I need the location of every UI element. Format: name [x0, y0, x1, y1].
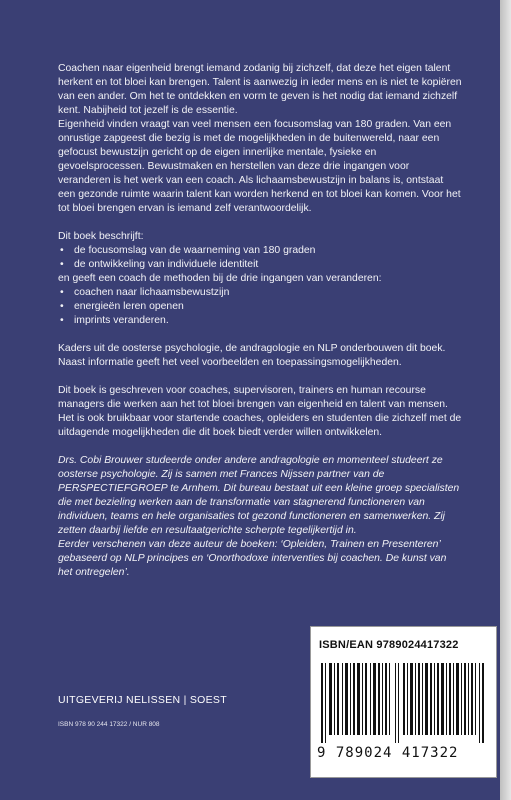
publisher-name: UITGEVERIJ NELISSEN | SOEST	[58, 694, 227, 706]
barcode-digits: 9 789024 417322	[317, 745, 459, 761]
describes-heading: Dit boek beschrijft:	[58, 231, 144, 242]
page-edge	[500, 0, 511, 800]
author-bio	[58, 454, 462, 580]
describes-list	[58, 244, 462, 272]
list-item: • de focusomslag van de waarneming van 180 graden	[58, 244, 462, 258]
list-item: • de ontwikkeling van individuele identiteit	[58, 258, 462, 272]
barcode-label-sticker	[310, 626, 497, 778]
isbn-ean-label: ISBN/EAN 9789024417322	[319, 639, 459, 651]
foundation-paragraph: Kaders uit de oosterse psychologie, de andragologie en NLP onderbouwen dit boek. Naast informatie geeft het veel voorbeelden en toepassingsmogelijkheden.	[58, 343, 446, 368]
author-bio-paragraph: Drs. Cobi Brouwer studeerde onder andere andragologie en momenteel studeert ze oosterse psychologie. Zij is samen met Frances Nijssen partner van de PERSPECTIEFGROEP te Arnhem. Dit bureau bestaat uit een kleine groep specialisten die met bezieling werken aan de transformatie van stagnerend functioneren van individuen, teams en hele organisaties tot gezond functioneren en samenwerken. Zij zetten daarbij liefde en resultaatgerichte scherpte tegelijkertijd in.	[58, 455, 460, 536]
describes-subheading: en geeft een coach de methoden bij de drie ingangen van veranderen:	[58, 273, 382, 284]
list-item: • coachen naar lichaamsbewustzijn	[58, 286, 462, 300]
blurb	[58, 62, 462, 580]
list-item: • energieën leren openen	[58, 300, 462, 314]
list-item: • imprints veranderen.	[58, 314, 462, 328]
intro-paragraph-1: Coachen naar eigenheid brengt iemand zodanig bij zichzelf, dat deze het eigen talent herkent en tot bloei kan brengen. Talent is aanwezig in ieder mens en is niet te kopiëren van een ander. Om het te ontdekken en vorm te geven is het nodig dat iemand zichzelf kent. Nabijheid tot jezelf is de essentie.	[58, 63, 462, 116]
previous-books-paragraph: Eerder verschenen van deze auteur de boeken: ‘Opleiden, Trainen en Presenteren’ gebaseerd op NLP principes en ‘Onorthodoxe interventies bij coachen. De kunst van het ontregelen’.	[58, 539, 447, 578]
isbn-nur-line: ISBN 978 90 244 17322 / NUR 808	[58, 721, 160, 728]
audience-paragraph: Dit boek is geschreven voor coaches, supervisoren, trainers en human recourse managers die werken aan het tot bloei brengen van eigenheid en talent van mensen. Het is ook bruikbaar voor startende coaches, opleiders en studenten die zichzelf met de uitdagende mogelijkheden die dit boek biedt verder willen ontwikkelen.	[58, 385, 462, 438]
methods-list	[58, 286, 462, 328]
barcode-icon	[319, 663, 487, 743]
intro-paragraph-2: Eigenheid vinden vraagt van veel mensen een focusomslag van 180 graden. Van een onrustige zapgeest die bezig is met de mogelijkheden in de buitenwereld, naar een gefocust bewustzijn gericht op de eigen innerlijke mentale, fysieke en gevoelsprocessen. Bewustmaken en herstellen van deze drie ingangen voor veranderen is het werk van een coach. Als lichaamsbewustzijn in balans is, ontstaat een gezonde ruimte waarin talent kan worden herkend en tot bloei kan komen. Voor het tot bloei brengen ervan is iemand zelf verantwoordelijk.	[58, 119, 461, 214]
